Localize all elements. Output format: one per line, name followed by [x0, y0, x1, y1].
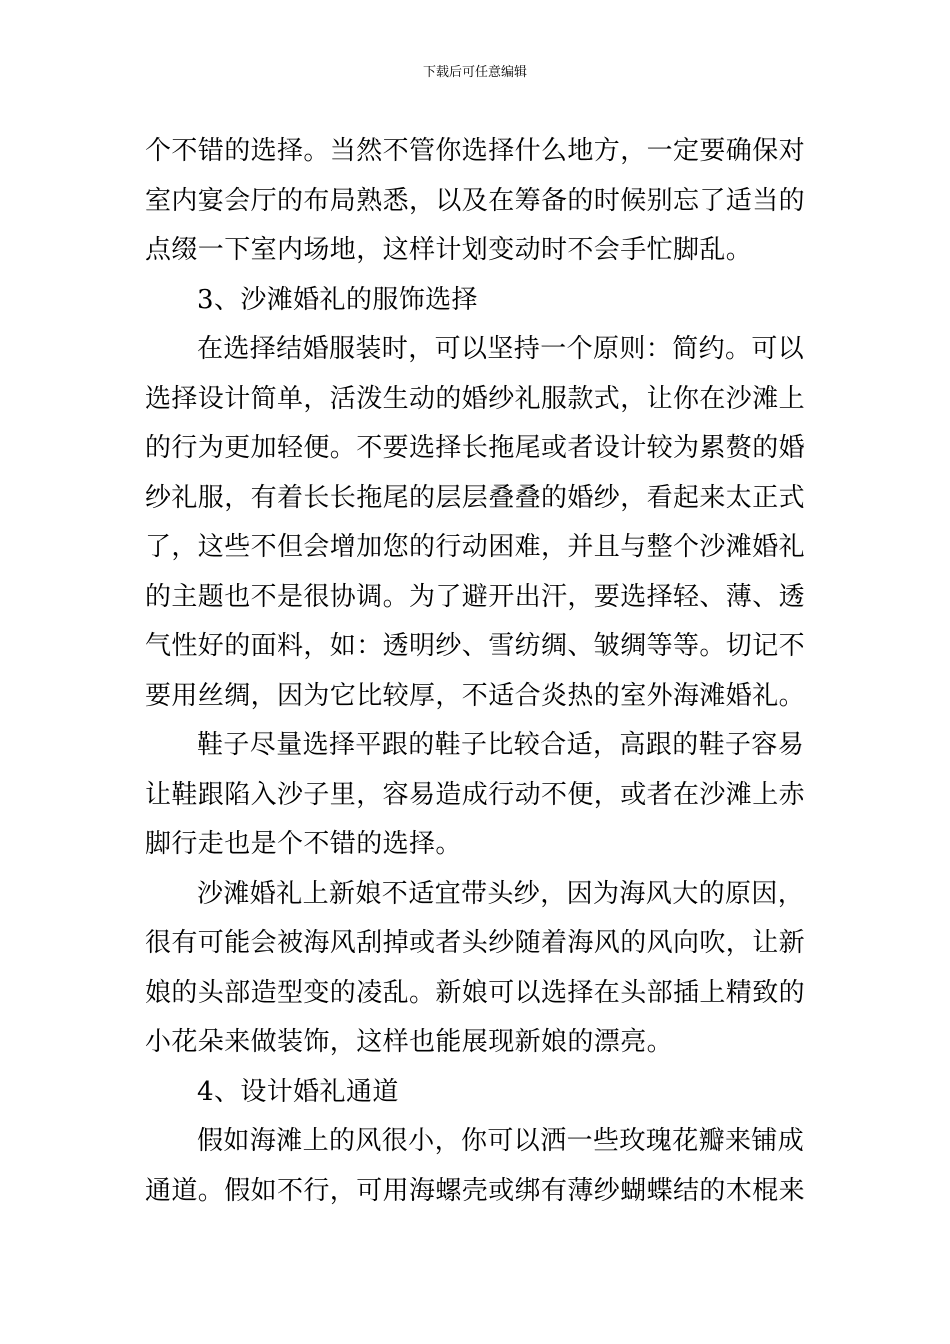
page-header: 下载后可任意编辑 — [422, 65, 527, 80]
text-line: 纱礼服，有着长长拖尾的层层叠叠的婚纱，看起来太正式 — [145, 482, 806, 513]
text-line: 的主题也不是很协调。为了避开出汗，要选择轻、薄、透 — [145, 581, 806, 612]
text-line: 选择设计简单，活泼生动的婚纱礼服款式，让你在沙滩上 — [145, 383, 806, 414]
paragraph-start: 沙滩婚礼上新娘不适宜带头纱，因为海风大的原因， — [197, 878, 805, 909]
text-line: 脚行走也是个不错的选择。 — [145, 829, 462, 859]
text-line: 室内宴会厅的布局熟悉，以及在筹备的时候别忘了适当的 — [145, 185, 806, 216]
text-line: 通道。假如不行，可用海螺壳或绑有薄纱蝴蝶结的木棍来 — [145, 1175, 806, 1206]
paragraph-start: 鞋子尽量选择平跟的鞋子比较合适，高跟的鞋子容易 — [197, 730, 805, 760]
section-heading: 4、设计婚礼通道 — [197, 1076, 399, 1107]
text-line: 很有可能会被海风刮掉或者头纱随着海风的风向吹，让新 — [145, 928, 806, 958]
text-line: 要用丝绸，因为它比较厚，不适合炎热的室外海滩婚礼。 — [145, 680, 806, 711]
text-line: 气性好的面料，如：透明纱、雪纺绸、皱绸等等。切记不 — [145, 631, 806, 661]
paragraph-start: 在选择结婚服装时，可以坚持一个原则：简约。可以 — [197, 334, 805, 364]
text-line: 娘的头部造型变的凌乱。新娘可以选择在头部插上精致的 — [145, 977, 806, 1008]
text-line: 个不错的选择。当然不管你选择什么地方，一定要确保对 — [145, 136, 806, 166]
text-line: 点缀一下室内场地，这样计划变动时不会手忙脚乱。 — [145, 235, 753, 265]
paragraph-start: 假如海滩上的风很小，你可以洒一些玫瑰花瓣来铺成 — [197, 1126, 805, 1156]
document-body — [145, 127, 825, 1216]
text-line: 让鞋跟陷入沙子里，容易造成行动不便，或者在沙滩上赤 — [145, 779, 806, 810]
text-line: 的行为更加轻便。不要选择长拖尾或者设计较为累赘的婚 — [145, 433, 806, 463]
text-line: 小花朵来做装饰，这样也能展现新娘的漂亮。 — [145, 1027, 674, 1057]
section-heading: 3、沙滩婚礼的服饰选择 — [197, 284, 478, 315]
text-line: 了，这些不但会增加您的行动困难，并且与整个沙滩婚礼 — [145, 532, 806, 562]
